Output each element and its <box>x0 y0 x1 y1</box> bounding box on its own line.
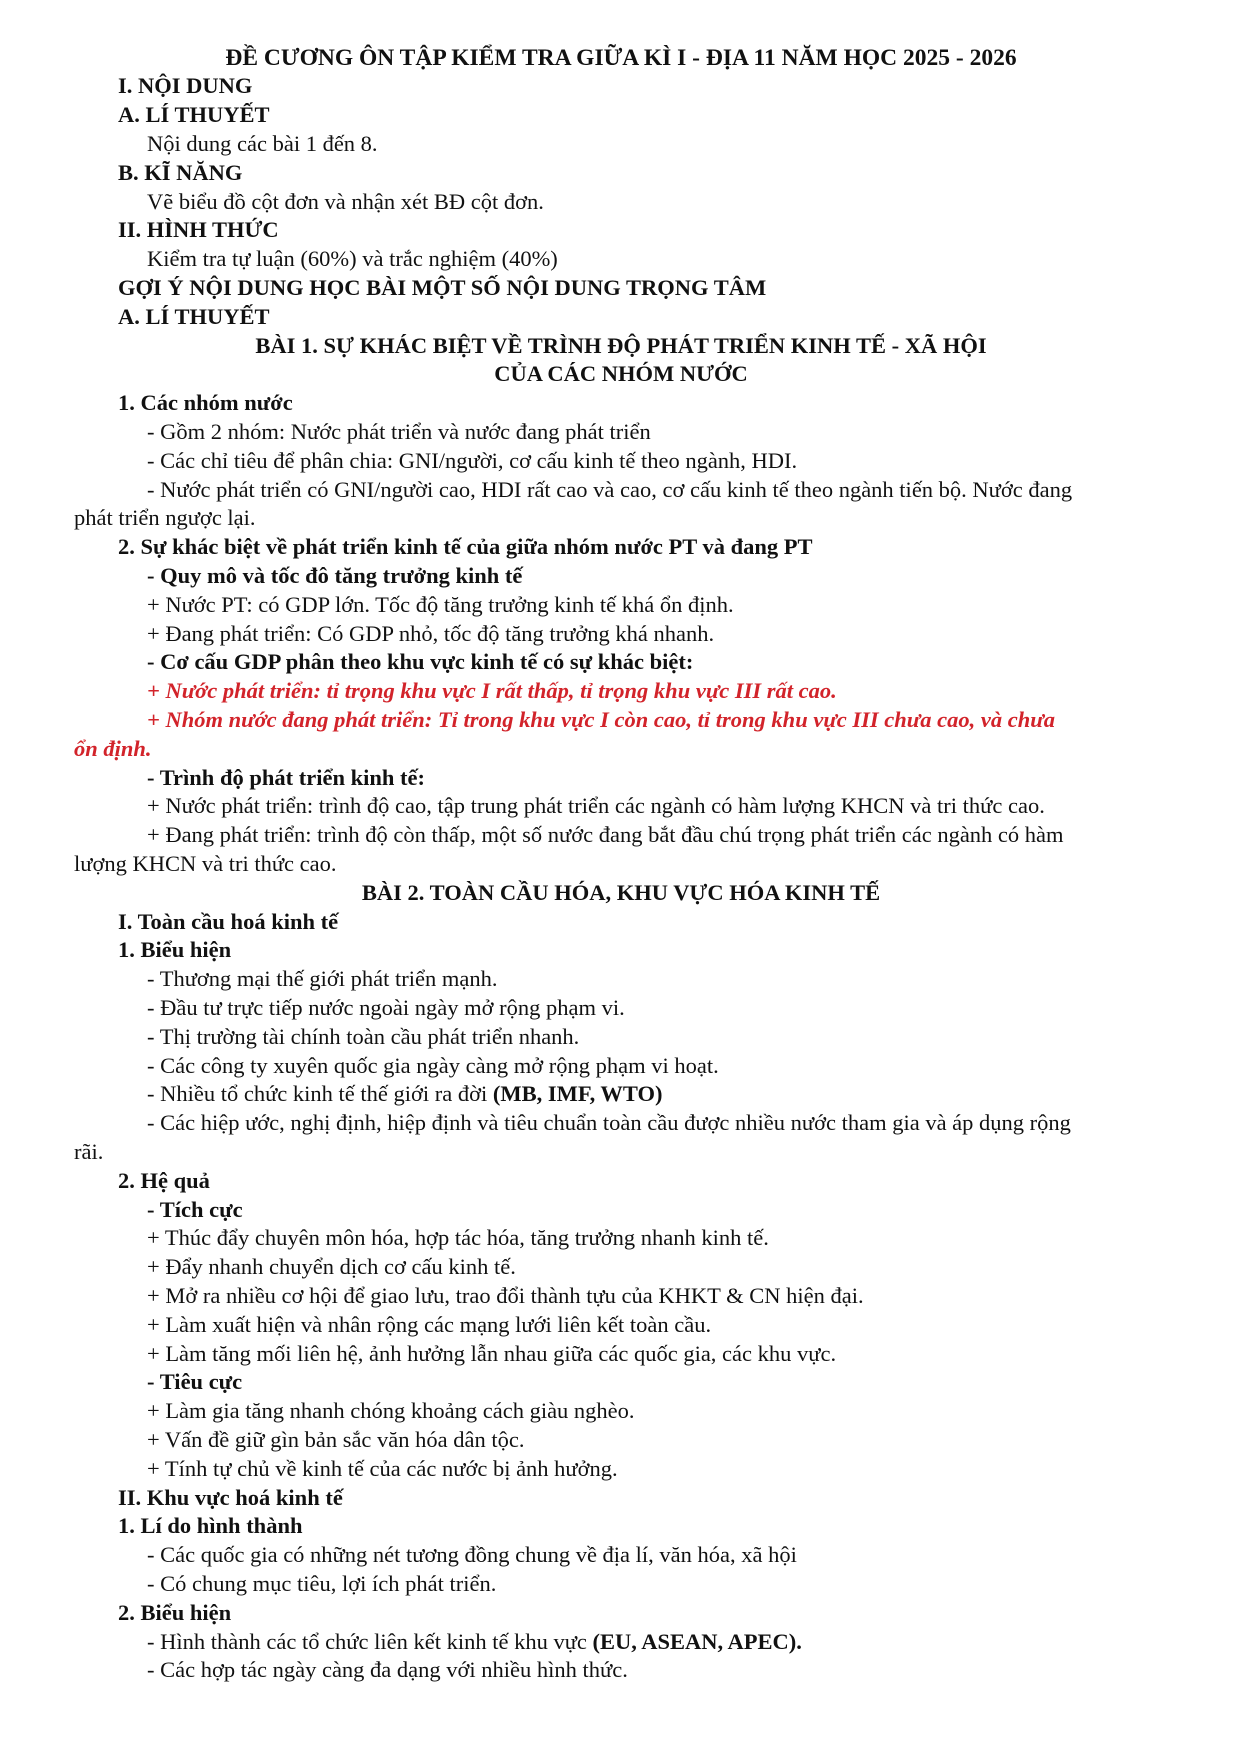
organizations-bold: (MB, IMF, WTO) <box>492 1081 663 1106</box>
text-line: + Nước phát triển: trình độ cao, tập trung phát triển các ngành có hàm lượng KHCN và tri thức cao. <box>147 793 1045 818</box>
text-line: - Nước phát triển có GNI/người cao, HDI rất cao và cao, cơ cấu kinh tế theo ngành tiến bộ. Nước đang <box>147 477 1073 502</box>
highlight-line: ổn định. <box>74 736 152 761</box>
text-line: - Các hợp tác ngày càng đa dạng với nhiều hình thức. <box>147 1657 628 1682</box>
lesson-2-title: BÀI 2. TOÀN CẦU HÓA, KHU VỰC HÓA KINH TẾ <box>361 880 881 905</box>
text-line: - Các quốc gia có những nét tương đồng chung về địa lí, văn hóa, xã hội <box>147 1542 797 1567</box>
text-line: + Vấn đề giữ gìn bản sắc văn hóa dân tộc. <box>147 1427 525 1452</box>
text-segment: - Hình thành các tổ chức liên kết kinh tế khu vực <box>147 1629 593 1654</box>
section-heading: I. Toàn cầu hoá kinh tế <box>118 909 339 934</box>
document-title: ĐỀ CƯƠNG ÔN TẬP KIỂM TRA GIỮA KÌ I - ĐỊA 11 NĂM HỌC 2025 - 2026 <box>225 45 1017 71</box>
section-heading: 2. Biểu hiện <box>118 1600 232 1625</box>
text-line: + Mở ra nhiều cơ hội để giao lưu, trao đổi thành tựu của KHKT & CN hiện đại. <box>147 1283 864 1308</box>
text-line: lượng KHCN và tri thức cao. <box>74 851 337 876</box>
text-line: - Đầu tư trực tiếp nước ngoài ngày mở rộng phạm vi. <box>147 995 625 1020</box>
subsection-heading: - Cơ cấu GDP phân theo khu vực kinh tế có sự khác biệt: <box>147 649 694 674</box>
text-line: + Đẩy nhanh chuyển dịch cơ cấu kinh tế. <box>147 1254 516 1279</box>
text-line: - Gồm 2 nhóm: Nước phát triển và nước đang phát triển <box>147 419 651 444</box>
organizations-bold: (EU, ASEAN, APEC). <box>592 1629 802 1654</box>
section-heading: 2. Hệ quả <box>118 1168 210 1193</box>
subsection-heading: - Tiêu cực <box>147 1369 243 1394</box>
section-heading: 2. Sự khác biệt về phát triển kinh tế của giữa nhóm nước PT và đang PT <box>118 534 813 559</box>
lesson-1-title-cont: CỦA CÁC NHÓM NƯỚC <box>494 361 748 386</box>
text-line: + Làm tăng mối liên hệ, ảnh hưởng lẫn nhau giữa các quốc gia, các khu vực. <box>147 1341 837 1366</box>
subsection-heading: - Trình độ phát triển kinh tế: <box>147 765 425 790</box>
text-line: + Đang phát triển: Có GDP nhỏ, tốc độ tăng trưởng khá nhanh. <box>147 621 715 646</box>
text-line: - Thị trường tài chính toàn cầu phát triển nhanh. <box>147 1024 580 1049</box>
section-heading: 1. Lí do hình thành <box>118 1513 303 1538</box>
text-line: - Có chung mục tiêu, lợi ích phát triển. <box>147 1571 497 1596</box>
heading-noi-dung: I. NỘI DUNG <box>118 73 253 98</box>
heading-li-thuyet-2: A. LÍ THUYẾT <box>118 304 270 329</box>
heading-hinh-thuc: II. HÌNH THỨC <box>118 217 279 242</box>
text-line: + Nước PT: có GDP lớn. Tốc độ tăng trưởng kinh tế khá ổn định. <box>147 592 734 617</box>
lesson-1-title: BÀI 1. SỰ KHÁC BIỆT VỀ TRÌNH ĐỘ PHÁT TRIỂN KINH TẾ - XÃ HỘI <box>255 333 987 358</box>
text-line: rãi. <box>74 1139 104 1164</box>
section-heading: II. Khu vực hoá kinh tế <box>118 1485 343 1510</box>
text-line: - Các chỉ tiêu để phân chia: GNI/người, cơ cấu kinh tế theo ngành, HDI. <box>147 448 798 473</box>
text-line: + Tính tự chủ về kinh tế của các nước bị ảnh hưởng. <box>147 1456 618 1481</box>
highlight-line: + Nhóm nước đang phát triển: Tỉ trong khu vực I còn cao, tỉ trong khu vực III chưa cao, và chưa <box>147 707 1055 732</box>
text-line: - Các công ty xuyên quốc gia ngày càng mở rộng phạm vi hoạt. <box>147 1053 719 1078</box>
subsection-heading: - Tích cực <box>147 1197 243 1222</box>
heading-goi-y: GỢI Ý NỘI DUNG HỌC BÀI MỘT SỐ NỘI DUNG TRỌNG TÂM <box>118 275 767 300</box>
text-line: + Đang phát triển: trình độ còn thấp, một số nước đang bắt đầu chú trọng phát triển các ngành có hàm <box>147 822 1064 847</box>
highlight-line: + Nước phát triển: tỉ trọng khu vực I rất thấp, tỉ trọng khu vực III rất cao. <box>147 678 837 703</box>
text-line <box>147 1080 663 1108</box>
text-line: + Làm xuất hiện và nhân rộng các mạng lưới liên kết toàn cầu. <box>147 1312 712 1337</box>
text-line: Kiểm tra tự luận (60%) và trắc nghiệm (40%) <box>147 246 558 271</box>
text-segment: - Nhiều tổ chức kinh tế thế giới ra đời <box>147 1081 493 1106</box>
heading-ki-nang: B. KĨ NĂNG <box>118 160 243 185</box>
text-line: + Làm gia tăng nhanh chóng khoảng cách giàu nghèo. <box>147 1398 635 1423</box>
text-line: - Các hiệp ước, nghị định, hiệp định và tiêu chuẩn toàn cầu được nhiều nước tham gia và áp dụng rộng <box>147 1110 1071 1135</box>
section-heading: 1. Các nhóm nước <box>118 390 293 415</box>
text-line: - Thương mại thế giới phát triển mạnh. <box>147 966 498 991</box>
subsection-heading: - Quy mô và tốc đô tăng trưởng kinh tế <box>147 563 523 588</box>
text-line: Nội dung các bài 1 đến 8. <box>147 131 378 156</box>
section-heading: 1. Biểu hiện <box>118 937 232 962</box>
text-line: + Thúc đẩy chuyên môn hóa, hợp tác hóa, tăng trưởng nhanh kinh tế. <box>147 1225 769 1250</box>
text-line: Vẽ biểu đồ cột đơn và nhận xét BĐ cột đơn. <box>147 189 544 214</box>
heading-li-thuyet: A. LÍ THUYẾT <box>118 102 270 127</box>
text-line <box>147 1628 802 1656</box>
text-line: phát triển ngược lại. <box>74 505 256 530</box>
